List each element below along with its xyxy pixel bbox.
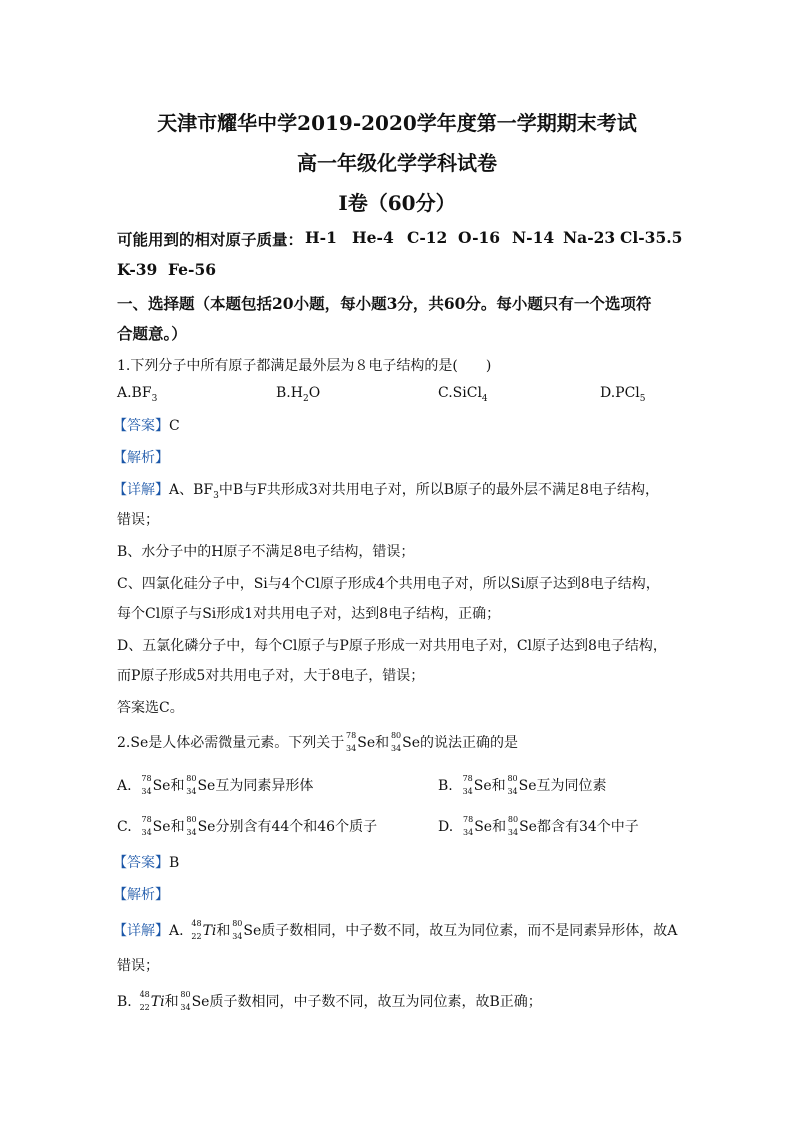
answer-tag: 【答案】 (113, 418, 169, 434)
question-1-detail-line: B、水分子中的H原子不满足8电子结构，错误； (117, 544, 415, 560)
question-2-detail-line: 错误； (117, 958, 159, 974)
atomic-mass-item: N-14 (512, 228, 555, 247)
atomic-mass-item: Fe-56 (168, 260, 217, 279)
answer-tag: 【答案】 (113, 855, 169, 871)
atomic-mass-item: O-16 (458, 228, 501, 247)
section-heading: 一、选择题（本题包括20小题，每小题3分，共60分。每小题只有一个选项符 (117, 294, 652, 313)
atomic-mass-item: Na-23 (563, 228, 616, 247)
atomic-mass-item: C-12 (407, 228, 448, 247)
question-1-option-d: D.PCl$_5$ (600, 385, 646, 404)
atomic-mass-item: He-4 (352, 228, 394, 247)
answer-value: B (169, 855, 180, 871)
question-1-detail-line: C、四氯化硅分子中，Si与4个Cl原子形成4个共用电子对，所以Si原子达到8电子结构， (117, 576, 660, 592)
question-1-conclusion: 答案选C。 (117, 700, 184, 716)
question-1-option-b: $B.H_2O$ (276, 385, 321, 404)
question-1-detail-line: 每个Cl原子与Si形成1对共用电子对，达到8电子结构，正确； (117, 606, 501, 622)
atomic-mass-item: K-39 (117, 260, 158, 279)
question-2-option-d: D. 78 34 Se和 80 34 Se都含有34个中子 (438, 815, 639, 837)
section-heading-cont: 合题意。） (117, 324, 187, 343)
question-2-detail-line: 【详解】A. 48 22 Ti和 80 34 Se质子数相同，中子数不同，故互为同位素，而不是同素异形体，故A (113, 919, 678, 941)
question-1-detail-line: 错误； (117, 512, 159, 528)
paper-part-title: Ⅰ卷（60分） (338, 191, 456, 215)
question-1-option-c: C.SiCl$_4$ (438, 385, 488, 404)
detail-tag: 【详解】 (113, 482, 169, 498)
question-2-option-a: A. 78 34 Se和 80 34 Se互为同素异形体 (117, 774, 314, 796)
question-1-analysis-tag: 【解析】 (113, 450, 169, 466)
answer-value: C (169, 418, 180, 434)
detail-tag: 【详解】 (113, 923, 169, 939)
question-1-answer (113, 415, 180, 435)
isotope-notation: 80 34 (390, 731, 402, 753)
question-2-answer (113, 852, 179, 872)
question-2-option-b: B. 78 34 Se和 80 34 Se互为同位素 (438, 774, 607, 796)
question-1-detail-line: D、五氯化磷分子中，每个Cl原子与P原子形成一对共用电子对，Cl原子达到8电子结构， (117, 638, 667, 654)
question-2-option-c: C. 78 34 Se和 80 34 Se分别含有44个和46个质子 (117, 815, 378, 837)
exam-subtitle: 高一年级化学学科试卷 (297, 151, 497, 175)
exam-title: 天津市耀华中学2019-2020学年度第一学期期末考试 (157, 111, 637, 135)
question-1-stem: 1.下列分子中所有原子都满足最外层为８电子结构的是( ) (117, 358, 492, 374)
question-2-stem: 2.Se是人体必需微量元素。下列关于 78 34 Se和 80 34 Se的说法正确的是 (117, 731, 519, 753)
question-1-option-a: $A.BF_3$ (117, 385, 158, 404)
question-2-detail-line: B. 48 22 Ti和 80 34 Se质子数相同，中子数不同，故互为同位素，故B正确； (117, 990, 542, 1012)
question-1-detail-line: 而P原子形成5对共用电子对，大于8电子，错误； (117, 668, 425, 684)
question-2-analysis-tag: 【解析】 (113, 887, 169, 903)
isotope-notation: 78 34 (346, 731, 357, 753)
atomic-mass-item: H-1 (305, 228, 337, 247)
question-1-detail-line: 【详解】A、$BF_3$中B与F共形成3对共用电子对，所以B原子的最外层不满足8电子结构， (113, 482, 659, 501)
atomic-mass-item: Cl-35.5 (620, 228, 683, 247)
atomic-mass-label: 可能用到的相对原子质量： (117, 230, 304, 249)
